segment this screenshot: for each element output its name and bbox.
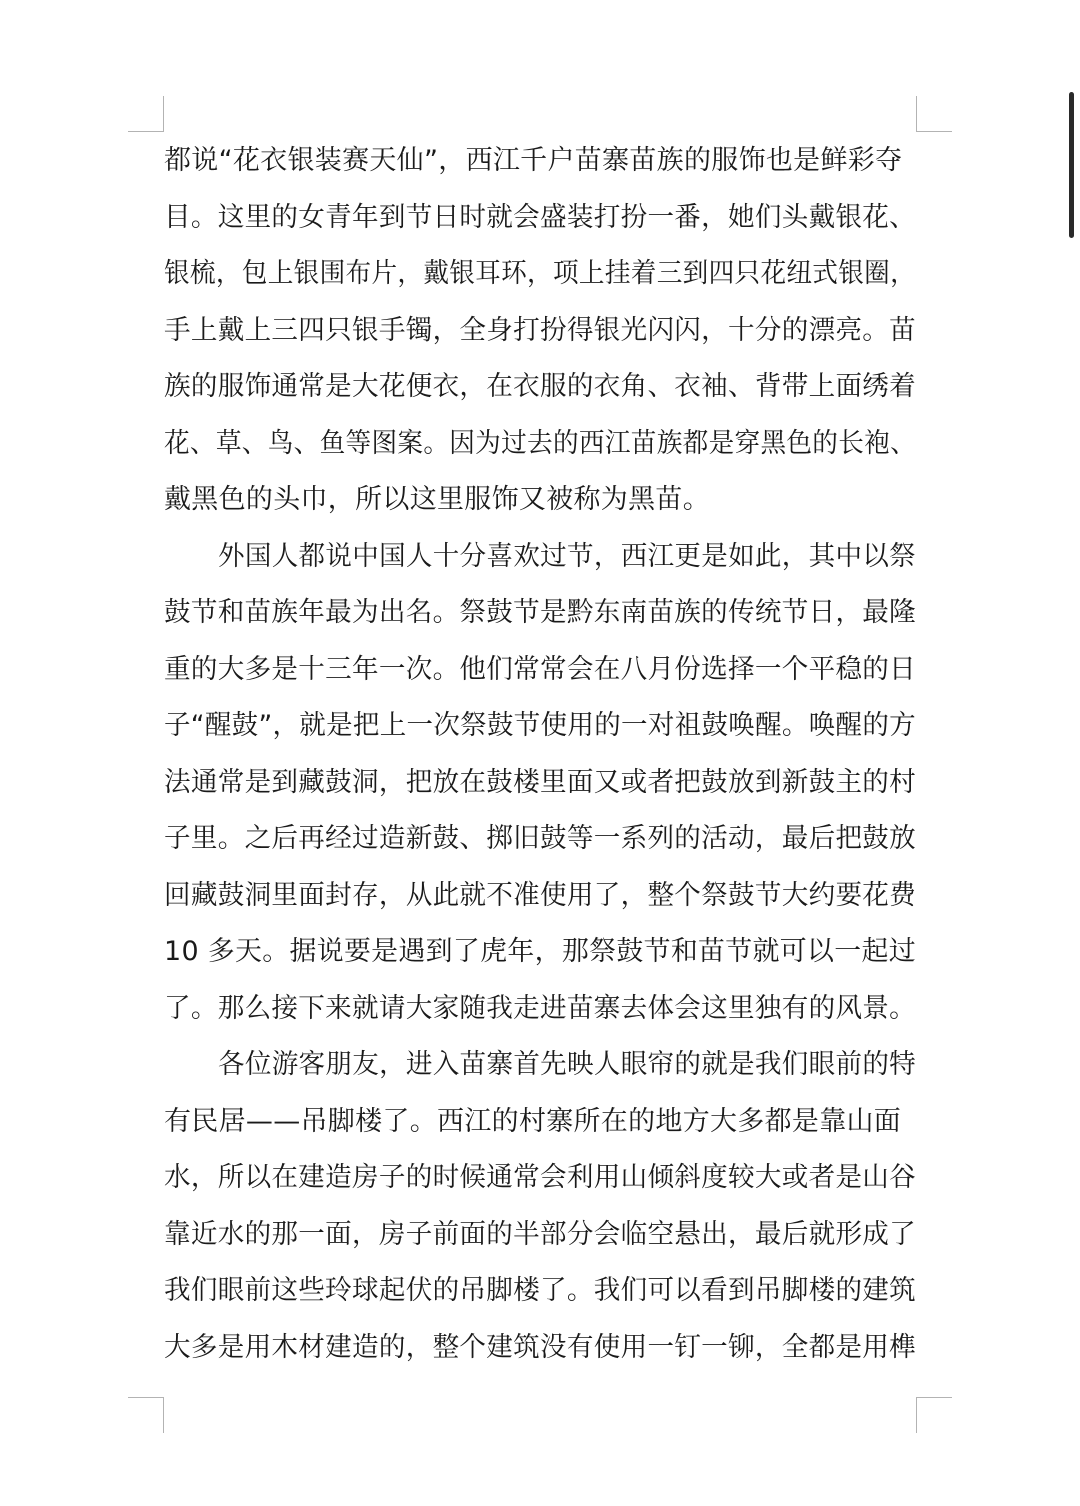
- document-body: [164, 133, 916, 1376]
- text-line: 回藏鼓洞里面封存，从此就不准使用了，整个祭鼓节大约要花费: [164, 879, 917, 911]
- crop-mark-bottom-right: [916, 1397, 952, 1433]
- text-line: 水，所以在建造房子的时候通常会利用山倾斜度较大或者是山谷: [164, 1162, 917, 1193]
- text-line: 有民居——吊脚楼了。西江的村寨所在的地方大多都是靠山面: [164, 1105, 902, 1137]
- paragraph-clothing: [164, 133, 916, 529]
- text-line-indented: 外国人都说中国人十分喜欢过节，西江更是如此，其中以祭: [218, 540, 917, 572]
- text-line: 靠近水的那一面，房子前面的半部分会临空悬出，最后就形成了: [164, 1218, 917, 1250]
- crop-mark-bottom-left: [128, 1397, 164, 1433]
- text-line: 大多是用木材建造的，整个建筑没有使用一钉一铆，全都是用榫: [164, 1331, 917, 1363]
- crop-mark-top-right: [916, 96, 952, 132]
- vertical-scrollbar[interactable]: [1069, 92, 1074, 238]
- text-line: 都说“花衣银装赛天仙”，西江千户苗寨苗族的服饰也是鲜彩夺: [164, 145, 903, 176]
- text-line: 鼓节和苗族年最为出名。祭鼓节是黔东南苗族的传统节日，最隆: [164, 597, 917, 628]
- text-line-indented: 各位游客朋友，进入苗寨首先映人眼帘的就是我们眼前的特: [218, 1049, 917, 1080]
- crop-mark-top-left: [128, 96, 164, 132]
- text-line: 目。这里的女青年到节日时就会盛装打扮一番，她们头戴银花、: [164, 201, 917, 233]
- text-line: 子“醒鼓”，就是把上一次祭鼓节使用的一对祖鼓唤醒。唤醒的方: [164, 710, 916, 741]
- text-line: 重的大多是十三年一次。他们常常会在八月份选择一个平稳的日: [164, 653, 917, 685]
- text-line: 花、草、鸟、鱼等图案。因为过去的西江苗族都是穿黑色的长袍、: [164, 427, 917, 459]
- text-line: 戴黑色的头巾，所以这里服饰又被称为黑苗。: [164, 484, 710, 515]
- text-line: 了。那么接下来就请大家随我走进苗寨去体会这里独有的风景。: [164, 992, 917, 1024]
- text-line: 10 多天。据说要是遇到了虎年，那祭鼓节和苗节就可以一起过: [164, 936, 916, 967]
- text-line: 手上戴上三四只银手镯，全身打扮得银光闪闪，十分的漂亮。苗: [164, 314, 917, 346]
- paragraph-festivals: [164, 529, 916, 1038]
- paragraph-stilt-houses: [164, 1037, 916, 1376]
- text-line: 子里。之后再经过造新鼓、掷旧鼓等一系列的活动，最后把鼓放: [164, 823, 917, 854]
- text-line: 我们眼前这些玲球起伏的吊脚楼了。我们可以看到吊脚楼的建筑: [164, 1275, 917, 1306]
- text-line: 银梳，包上银围布片，戴银耳环，项上挂着三到四只花纽式银圈，: [164, 258, 917, 289]
- text-line: 法通常是到藏鼓洞，把放在鼓楼里面又或者把鼓放到新鼓主的村: [164, 766, 917, 798]
- text-line: 族的服饰通常是大花便衣，在衣服的衣角、衣袖、背带上面绣着: [164, 371, 917, 402]
